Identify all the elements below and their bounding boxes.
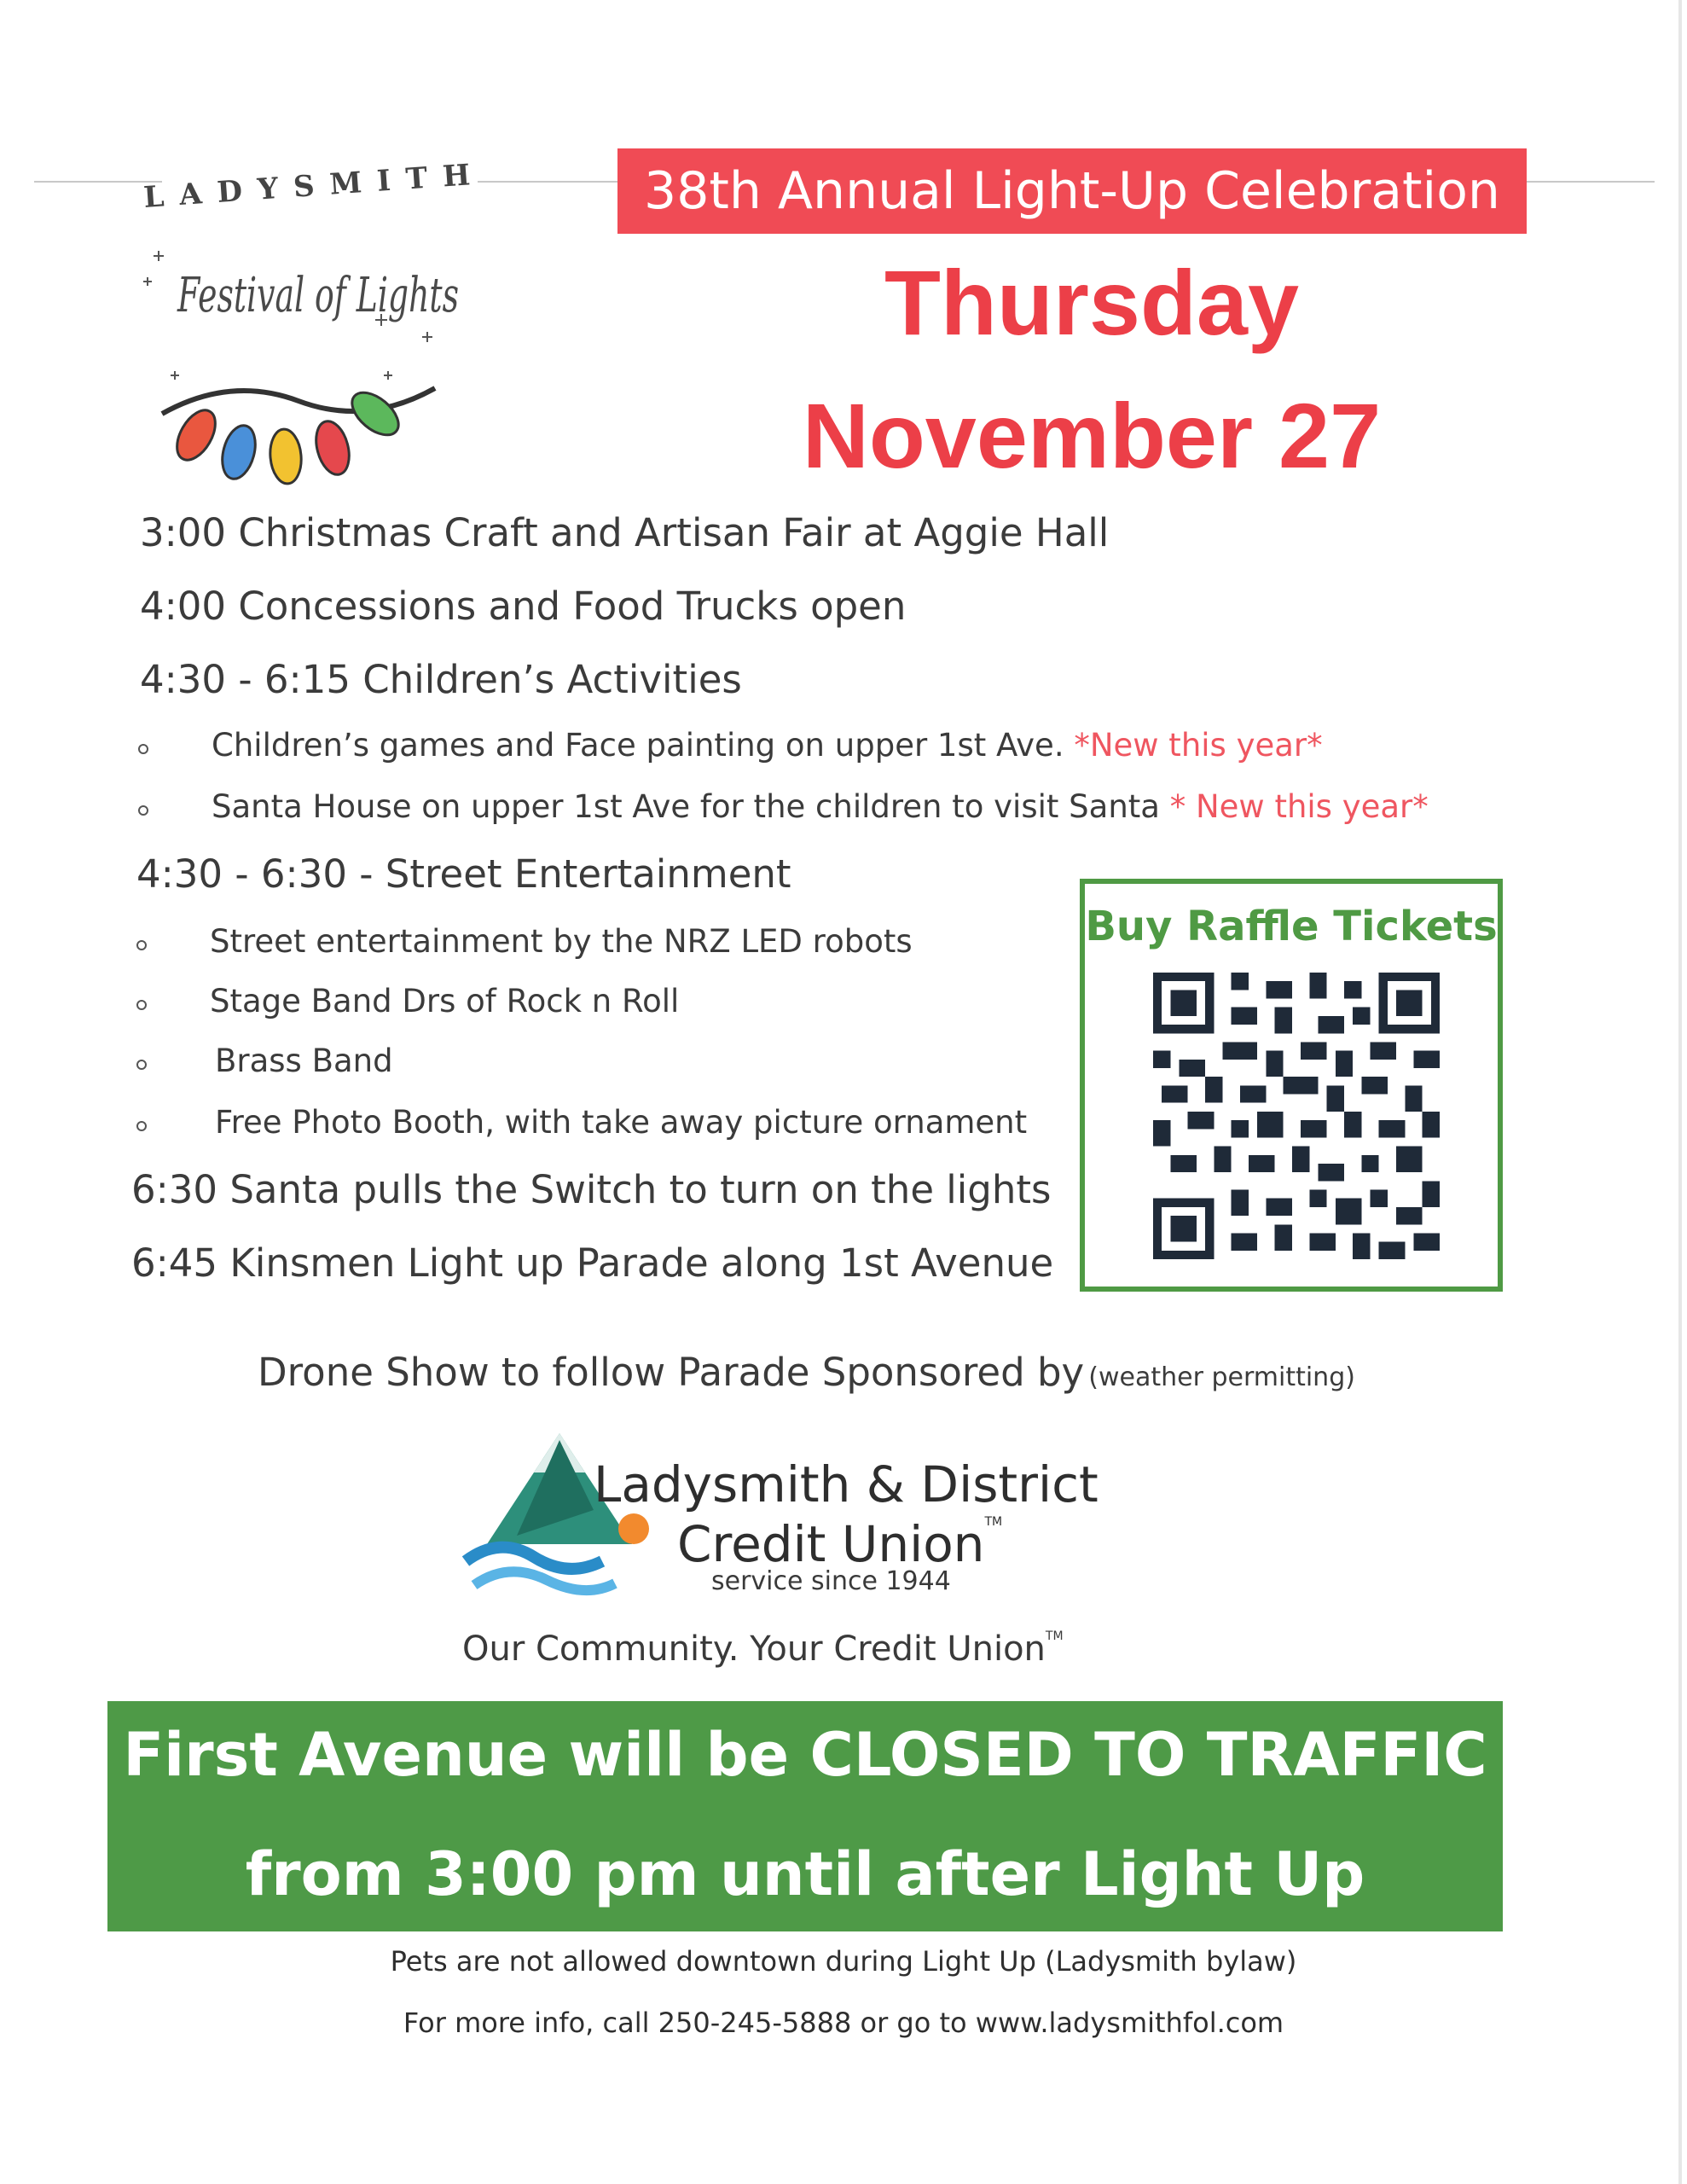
schedule-children-heading: 4:30 - 6:15 Children’s Activities — [140, 657, 742, 702]
raffle-tickets-box[interactable] — [1080, 879, 1503, 1292]
drone-show-text: Drone Show to follow Parade Sponsored by — [258, 1350, 1085, 1395]
festival-logo — [128, 157, 487, 495]
bullet-icon — [136, 1060, 147, 1070]
page-edge — [1678, 0, 1682, 2184]
more-info-line[interactable]: For more info, call 250-245-5888 or go to www.ladysmithfol.com — [403, 2007, 1284, 2039]
credit-union-since: service since 1944 — [711, 1566, 951, 1596]
traffic-line-2: from 3:00 pm until after Light Up — [245, 1839, 1365, 1909]
new-this-year-tag: *New this year* — [1074, 727, 1323, 764]
raffle-title: Buy Raffle Tickets — [1085, 903, 1498, 950]
list-item-text: Brass Band — [215, 1043, 393, 1079]
trademark-mark: TM — [984, 1515, 1003, 1529]
logo-script-text: Festival of Lights — [177, 268, 459, 323]
bullet-icon — [136, 1000, 147, 1010]
list-item-text: Stage Band Drs of Rock n Roll — [210, 983, 680, 1019]
new-this-year-tag: * New this year* — [1169, 788, 1429, 825]
bullet-icon — [138, 805, 148, 816]
bullet-icon — [136, 1121, 147, 1131]
credit-union-name-line1: Ladysmith & District — [594, 1455, 1099, 1513]
list-item-text: Free Photo Booth, with take away picture ornament — [215, 1104, 1028, 1141]
festival-of-lights-logo-art — [128, 162, 486, 495]
credit-union-logo — [466, 1433, 1099, 1621]
drone-show-line — [258, 1350, 1355, 1395]
bullet-icon — [136, 940, 147, 950]
traffic-closure-banner — [107, 1701, 1503, 1931]
list-item-text: Street entertainment by the NRZ LED robots — [210, 923, 913, 960]
schedule-parade: 6:45 Kinsmen Light up Parade along 1st Avenue — [131, 1240, 1054, 1286]
logo-ladysmith-text: LADYSMITH — [142, 157, 487, 215]
event-date: November 27 — [802, 384, 1382, 487]
pets-notice: Pets are not allowed downtown during Light Up (Ladysmith bylaw) — [390, 1945, 1297, 1978]
schedule-santa-switch: 6:30 Santa pulls the Switch to turn on the lights — [131, 1167, 1052, 1212]
schedule-street-heading: 4:30 - 6:30 - Street Entertainment — [136, 851, 791, 897]
schedule-craft-fair: 3:00 Christmas Craft and Artisan Fair at Aggie Hall — [140, 510, 1110, 555]
list-item-text: Children’s games and Face painting on upper 1st Ave. *New this year* — [212, 727, 1323, 764]
list-item-text: Santa House on upper 1st Ave for the children to visit Santa * New this year* — [212, 788, 1429, 825]
credit-union-name-line2: Credit Union™ — [677, 1515, 1003, 1573]
credit-union-slogan: Our Community. Your Credit Union™ — [462, 1629, 1064, 1669]
trademark-mark: TM — [1045, 1629, 1064, 1643]
bullet-icon — [138, 744, 148, 754]
celebration-banner: 38th Annual Light-Up Celebration — [617, 148, 1527, 234]
event-day: Thursday — [884, 251, 1300, 354]
divider-line-right — [1527, 181, 1655, 183]
divider-line-middle — [478, 181, 617, 183]
qr-code-icon[interactable] — [1153, 973, 1440, 1259]
traffic-line-1: First Avenue will be CLOSED TO TRAFFIC — [123, 1720, 1487, 1790]
schedule-concessions: 4:00 Concessions and Food Trucks open — [140, 584, 907, 629]
weather-note: (weather permitting) — [1088, 1362, 1355, 1392]
